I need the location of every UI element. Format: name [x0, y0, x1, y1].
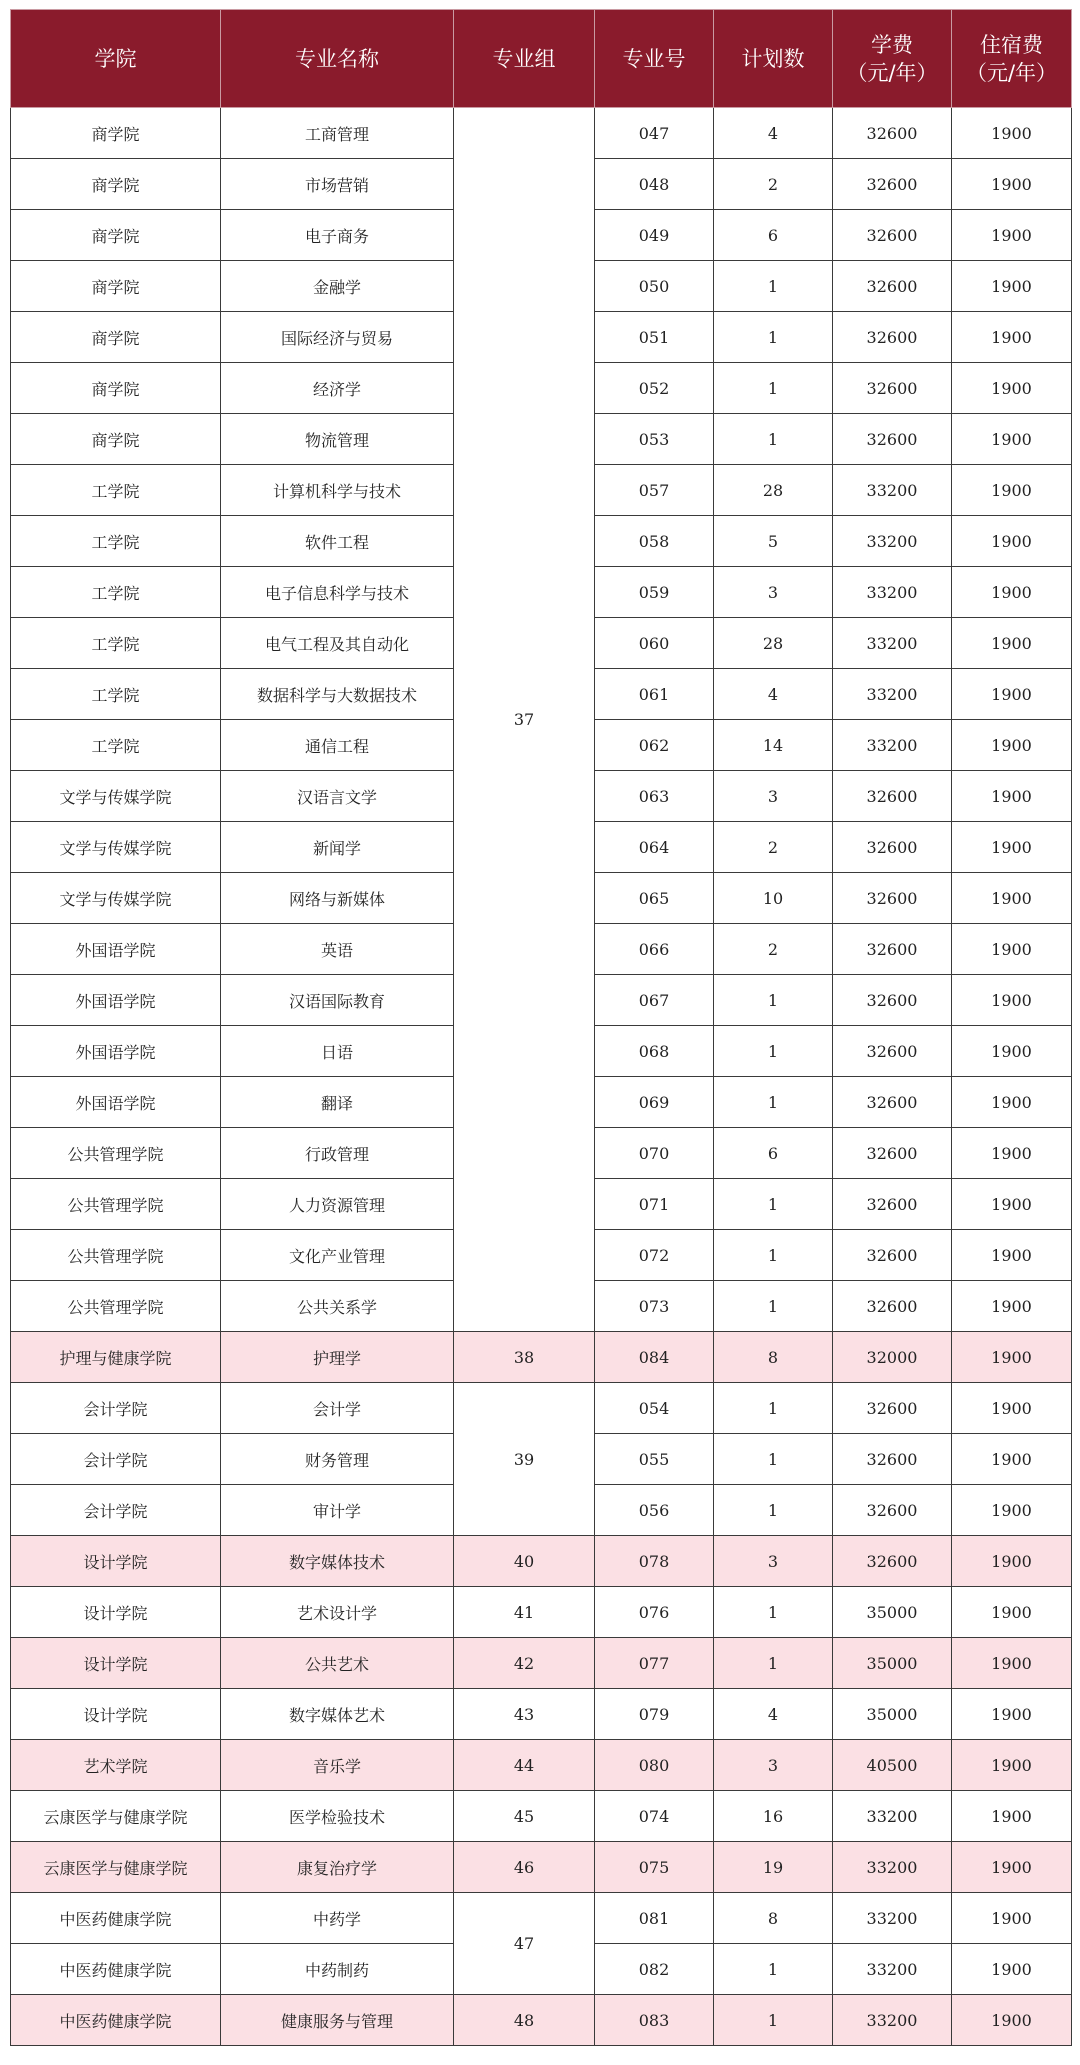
cell-college: 商学院: [11, 261, 221, 312]
header-tuition-unit: （元/年）: [846, 60, 938, 85]
cell-major: 经济学: [221, 363, 454, 414]
header-college: 学院: [11, 10, 221, 108]
cell-code: 073: [595, 1281, 714, 1332]
cell-dorm: 1900: [952, 1842, 1072, 1893]
cell-major: 电子商务: [221, 210, 454, 261]
cell-tuition: 33200: [833, 465, 952, 516]
cell-code: 055: [595, 1434, 714, 1485]
cell-college: 工学院: [11, 618, 221, 669]
table-row: [11, 1587, 1072, 1638]
table-row: [11, 1791, 1072, 1842]
cell-plan: 1: [714, 1179, 833, 1230]
cell-major: 康复治疗学: [221, 1842, 454, 1893]
cell-plan: 28: [714, 618, 833, 669]
cell-major: 数字媒体艺术: [221, 1689, 454, 1740]
cell-dorm: 1900: [952, 720, 1072, 771]
cell-college: 外国语学院: [11, 975, 221, 1026]
cell-college: 工学院: [11, 516, 221, 567]
cell-college: 商学院: [11, 159, 221, 210]
cell-group: 47: [454, 1893, 595, 1995]
cell-dorm: 1900: [952, 1791, 1072, 1842]
cell-group: 39: [454, 1383, 595, 1536]
cell-major: 电气工程及其自动化: [221, 618, 454, 669]
cell-code: 062: [595, 720, 714, 771]
cell-tuition: 32600: [833, 1077, 952, 1128]
cell-plan: 8: [714, 1332, 833, 1383]
cell-college: 工学院: [11, 465, 221, 516]
cell-tuition: 32600: [833, 1026, 952, 1077]
cell-dorm: 1900: [952, 465, 1072, 516]
cell-code: 080: [595, 1740, 714, 1791]
cell-plan: 16: [714, 1791, 833, 1842]
cell-dorm: 1900: [952, 261, 1072, 312]
cell-tuition: 33200: [833, 720, 952, 771]
cell-college: 会计学院: [11, 1383, 221, 1434]
cell-code: 058: [595, 516, 714, 567]
cell-major: 会计学: [221, 1383, 454, 1434]
cell-plan: 8: [714, 1893, 833, 1944]
cell-major: 计算机科学与技术: [221, 465, 454, 516]
cell-code: 050: [595, 261, 714, 312]
cell-college: 文学与传媒学院: [11, 771, 221, 822]
cell-dorm: 1900: [952, 618, 1072, 669]
table-header: [11, 10, 1072, 108]
cell-college: 外国语学院: [11, 1026, 221, 1077]
cell-plan: 6: [714, 1128, 833, 1179]
cell-plan: 1: [714, 975, 833, 1026]
cell-code: 054: [595, 1383, 714, 1434]
cell-major: 数字媒体技术: [221, 1536, 454, 1587]
cell-college: 商学院: [11, 363, 221, 414]
cell-college: 工学院: [11, 567, 221, 618]
cell-tuition: 33200: [833, 618, 952, 669]
cell-group: 45: [454, 1791, 595, 1842]
cell-college: 工学院: [11, 720, 221, 771]
cell-dorm: 1900: [952, 873, 1072, 924]
cell-major: 国际经济与贸易: [221, 312, 454, 363]
cell-code: 063: [595, 771, 714, 822]
header-tuition-label: 学费: [871, 32, 913, 57]
cell-code: 071: [595, 1179, 714, 1230]
cell-dorm: 1900: [952, 1434, 1072, 1485]
cell-code: 061: [595, 669, 714, 720]
cell-dorm: 1900: [952, 210, 1072, 261]
cell-group: 42: [454, 1638, 595, 1689]
cell-major: 艺术设计学: [221, 1587, 454, 1638]
cell-code: 076: [595, 1587, 714, 1638]
cell-major: 医学检验技术: [221, 1791, 454, 1842]
cell-code: 072: [595, 1230, 714, 1281]
cell-college: 商学院: [11, 414, 221, 465]
cell-code: 075: [595, 1842, 714, 1893]
cell-dorm: 1900: [952, 414, 1072, 465]
cell-college: 文学与传媒学院: [11, 822, 221, 873]
header-major: 专业名称: [221, 10, 454, 108]
table-row: [11, 1536, 1072, 1587]
cell-tuition: 32600: [833, 414, 952, 465]
cell-dorm: 1900: [952, 516, 1072, 567]
cell-group: 40: [454, 1536, 595, 1587]
cell-plan: 5: [714, 516, 833, 567]
table-row: [11, 108, 1072, 159]
cell-dorm: 1900: [952, 1383, 1072, 1434]
cell-code: 049: [595, 210, 714, 261]
cell-major: 金融学: [221, 261, 454, 312]
cell-college: 外国语学院: [11, 1077, 221, 1128]
cell-code: 052: [595, 363, 714, 414]
cell-code: 079: [595, 1689, 714, 1740]
cell-code: 065: [595, 873, 714, 924]
cell-tuition: 35000: [833, 1689, 952, 1740]
cell-code: 066: [595, 924, 714, 975]
cell-code: 084: [595, 1332, 714, 1383]
cell-dorm: 1900: [952, 1638, 1072, 1689]
cell-major: 音乐学: [221, 1740, 454, 1791]
cell-major: 网络与新媒体: [221, 873, 454, 924]
cell-code: 051: [595, 312, 714, 363]
cell-dorm: 1900: [952, 1536, 1072, 1587]
cell-tuition: 33200: [833, 1944, 952, 1995]
cell-major: 市场营销: [221, 159, 454, 210]
cell-dorm: 1900: [952, 771, 1072, 822]
cell-dorm: 1900: [952, 1995, 1072, 2046]
cell-dorm: 1900: [952, 363, 1072, 414]
table-row: [11, 1332, 1072, 1383]
cell-plan: 6: [714, 210, 833, 261]
cell-plan: 1: [714, 1944, 833, 1995]
cell-plan: 1: [714, 312, 833, 363]
cell-tuition: 32600: [833, 1179, 952, 1230]
cell-tuition: 32600: [833, 1434, 952, 1485]
cell-tuition: 32600: [833, 1230, 952, 1281]
cell-major: 翻译: [221, 1077, 454, 1128]
cell-group: 44: [454, 1740, 595, 1791]
cell-tuition: 32600: [833, 873, 952, 924]
cell-plan: 1: [714, 1587, 833, 1638]
cell-dorm: 1900: [952, 1026, 1072, 1077]
cell-major: 财务管理: [221, 1434, 454, 1485]
cell-plan: 10: [714, 873, 833, 924]
cell-plan: 28: [714, 465, 833, 516]
cell-dorm: 1900: [952, 1281, 1072, 1332]
cell-plan: 1: [714, 1077, 833, 1128]
cell-college: 商学院: [11, 108, 221, 159]
table-row: [11, 1638, 1072, 1689]
table-row: [11, 1893, 1072, 1944]
cell-tuition: 33200: [833, 1893, 952, 1944]
table-row: [11, 1995, 1072, 2046]
cell-group: 38: [454, 1332, 595, 1383]
cell-dorm: 1900: [952, 1485, 1072, 1536]
cell-college: 商学院: [11, 312, 221, 363]
cell-plan: 4: [714, 108, 833, 159]
cell-dorm: 1900: [952, 1944, 1072, 1995]
cell-tuition: 33200: [833, 669, 952, 720]
table-row: [11, 1740, 1072, 1791]
cell-plan: 2: [714, 822, 833, 873]
cell-major: 日语: [221, 1026, 454, 1077]
cell-dorm: 1900: [952, 975, 1072, 1026]
cell-tuition: 32600: [833, 108, 952, 159]
cell-code: 056: [595, 1485, 714, 1536]
cell-dorm: 1900: [952, 924, 1072, 975]
cell-plan: 1: [714, 414, 833, 465]
cell-major: 中药制药: [221, 1944, 454, 1995]
cell-code: 053: [595, 414, 714, 465]
cell-major: 通信工程: [221, 720, 454, 771]
cell-college: 文学与传媒学院: [11, 873, 221, 924]
cell-dorm: 1900: [952, 1587, 1072, 1638]
cell-plan: 1: [714, 261, 833, 312]
cell-college: 公共管理学院: [11, 1230, 221, 1281]
cell-major: 审计学: [221, 1485, 454, 1536]
cell-plan: 1: [714, 1995, 833, 2046]
cell-major: 物流管理: [221, 414, 454, 465]
cell-plan: 1: [714, 1638, 833, 1689]
cell-major: 软件工程: [221, 516, 454, 567]
cell-code: 059: [595, 567, 714, 618]
cell-dorm: 1900: [952, 1077, 1072, 1128]
cell-major: 电子信息科学与技术: [221, 567, 454, 618]
cell-tuition: 32600: [833, 312, 952, 363]
cell-plan: 4: [714, 669, 833, 720]
cell-college: 云康医学与健康学院: [11, 1791, 221, 1842]
cell-college: 中医药健康学院: [11, 1893, 221, 1944]
cell-plan: 2: [714, 159, 833, 210]
cell-code: 081: [595, 1893, 714, 1944]
cell-group: 48: [454, 1995, 595, 2046]
cell-tuition: 32600: [833, 363, 952, 414]
cell-code: 069: [595, 1077, 714, 1128]
cell-college: 艺术学院: [11, 1740, 221, 1791]
cell-plan: 4: [714, 1689, 833, 1740]
cell-plan: 1: [714, 1383, 833, 1434]
cell-dorm: 1900: [952, 1128, 1072, 1179]
cell-college: 公共管理学院: [11, 1179, 221, 1230]
cell-college: 中医药健康学院: [11, 1944, 221, 1995]
cell-tuition: 33200: [833, 1995, 952, 2046]
cell-dorm: 1900: [952, 669, 1072, 720]
cell-plan: 14: [714, 720, 833, 771]
cell-tuition: 33200: [833, 1791, 952, 1842]
cell-tuition: 35000: [833, 1638, 952, 1689]
cell-tuition: 32600: [833, 1128, 952, 1179]
cell-tuition: 32600: [833, 1383, 952, 1434]
cell-dorm: 1900: [952, 1332, 1072, 1383]
cell-college: 公共管理学院: [11, 1128, 221, 1179]
cell-plan: 1: [714, 1026, 833, 1077]
cell-major: 新闻学: [221, 822, 454, 873]
cell-plan: 19: [714, 1842, 833, 1893]
cell-tuition: 33200: [833, 516, 952, 567]
cell-tuition: 32600: [833, 261, 952, 312]
cell-college: 商学院: [11, 210, 221, 261]
cell-major: 公共艺术: [221, 1638, 454, 1689]
cell-code: 077: [595, 1638, 714, 1689]
cell-major: 公共关系学: [221, 1281, 454, 1332]
cell-tuition: 32600: [833, 159, 952, 210]
table-row: [11, 1842, 1072, 1893]
cell-dorm: 1900: [952, 1893, 1072, 1944]
cell-plan: 3: [714, 771, 833, 822]
cell-tuition: 33200: [833, 1842, 952, 1893]
cell-college: 外国语学院: [11, 924, 221, 975]
cell-dorm: 1900: [952, 1230, 1072, 1281]
cell-plan: 1: [714, 1281, 833, 1332]
cell-major: 行政管理: [221, 1128, 454, 1179]
cell-college: 设计学院: [11, 1536, 221, 1587]
header-row: [11, 10, 1072, 108]
cell-major: 人力资源管理: [221, 1179, 454, 1230]
admission-plan-table: [10, 9, 1072, 2046]
cell-major: 汉语国际教育: [221, 975, 454, 1026]
cell-tuition: 33200: [833, 567, 952, 618]
cell-group: 37: [454, 108, 595, 1332]
cell-plan: 1: [714, 1434, 833, 1485]
table-body: [11, 108, 1072, 2046]
cell-college: 设计学院: [11, 1689, 221, 1740]
cell-major: 汉语言文学: [221, 771, 454, 822]
header-dorm-unit: （元/年）: [965, 60, 1058, 85]
cell-tuition: 32600: [833, 924, 952, 975]
cell-code: 067: [595, 975, 714, 1026]
cell-tuition: 32600: [833, 975, 952, 1026]
header-code: 专业号: [595, 10, 714, 108]
cell-code: 074: [595, 1791, 714, 1842]
cell-major: 健康服务与管理: [221, 1995, 454, 2046]
cell-tuition: 32600: [833, 822, 952, 873]
cell-tuition: 35000: [833, 1587, 952, 1638]
cell-tuition: 32600: [833, 1485, 952, 1536]
cell-major: 护理学: [221, 1332, 454, 1383]
cell-dorm: 1900: [952, 822, 1072, 873]
cell-code: 068: [595, 1026, 714, 1077]
cell-plan: 1: [714, 1485, 833, 1536]
cell-tuition: 32600: [833, 1281, 952, 1332]
cell-dorm: 1900: [952, 159, 1072, 210]
cell-college: 会计学院: [11, 1434, 221, 1485]
cell-major: 工商管理: [221, 108, 454, 159]
cell-college: 设计学院: [11, 1638, 221, 1689]
cell-tuition: 32600: [833, 210, 952, 261]
cell-plan: 3: [714, 1536, 833, 1587]
cell-code: 057: [595, 465, 714, 516]
header-group: 专业组: [454, 10, 595, 108]
cell-tuition: 40500: [833, 1740, 952, 1791]
cell-tuition: 32600: [833, 771, 952, 822]
cell-code: 083: [595, 1995, 714, 2046]
cell-group: 46: [454, 1842, 595, 1893]
header-dorm: [952, 10, 1072, 108]
cell-code: 070: [595, 1128, 714, 1179]
cell-college: 工学院: [11, 669, 221, 720]
cell-dorm: 1900: [952, 1179, 1072, 1230]
table-row: [11, 1689, 1072, 1740]
cell-tuition: 32600: [833, 1536, 952, 1587]
cell-plan: 2: [714, 924, 833, 975]
cell-code: 048: [595, 159, 714, 210]
cell-code: 064: [595, 822, 714, 873]
cell-major: 中药学: [221, 1893, 454, 1944]
cell-college: 公共管理学院: [11, 1281, 221, 1332]
cell-college: 云康医学与健康学院: [11, 1842, 221, 1893]
cell-major: 数据科学与大数据技术: [221, 669, 454, 720]
cell-plan: 3: [714, 567, 833, 618]
cell-group: 43: [454, 1689, 595, 1740]
cell-code: 047: [595, 108, 714, 159]
header-dorm-label: 住宿费: [980, 32, 1043, 57]
cell-code: 078: [595, 1536, 714, 1587]
table-row: [11, 1383, 1072, 1434]
cell-plan: 1: [714, 1230, 833, 1281]
cell-plan: 3: [714, 1740, 833, 1791]
cell-dorm: 1900: [952, 108, 1072, 159]
cell-college: 中医药健康学院: [11, 1995, 221, 2046]
cell-plan: 1: [714, 363, 833, 414]
cell-dorm: 1900: [952, 312, 1072, 363]
cell-major: 英语: [221, 924, 454, 975]
cell-code: 060: [595, 618, 714, 669]
cell-dorm: 1900: [952, 1689, 1072, 1740]
cell-college: 护理与健康学院: [11, 1332, 221, 1383]
header-plan: 计划数: [714, 10, 833, 108]
cell-major: 文化产业管理: [221, 1230, 454, 1281]
cell-college: 设计学院: [11, 1587, 221, 1638]
cell-code: 082: [595, 1944, 714, 1995]
cell-group: 41: [454, 1587, 595, 1638]
header-tuition: [833, 10, 952, 108]
cell-dorm: 1900: [952, 1740, 1072, 1791]
cell-dorm: 1900: [952, 567, 1072, 618]
cell-tuition: 32000: [833, 1332, 952, 1383]
cell-college: 会计学院: [11, 1485, 221, 1536]
